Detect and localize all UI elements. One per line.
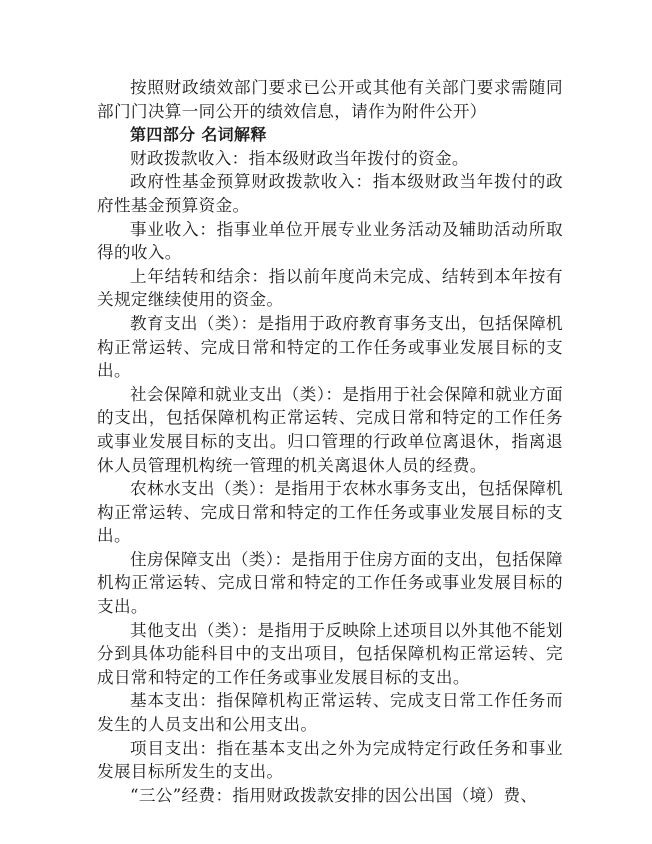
definition-paragraph: 社会保障和就业支出（类）：是指用于社会保障和就业方面的支出，包括保障机构正常运转、完成日常和特定的工作任务或事业发展目标的支出。归口管理的行政单位离退休，指离退休人员管理机构统一管理的机关离退休人员的经费。	[97, 384, 563, 475]
definition-paragraph: 教育支出（类）：是指用于政府教育事务支出，包括保障机构正常运转、完成日常和特定的工作任务或事业发展目标的支出。	[97, 313, 563, 381]
definition-paragraph: “三公”经费：指用财政拨款安排的因公出国（境）费、	[130, 785, 538, 805]
section-title: 第四部分 名词解释	[130, 125, 267, 145]
definition-paragraph: 农林水支出（类）：是指用于农林水事务支出，包括保障机构正常运转、完成日常和特定的工作任务或事业发展目标的支出。	[97, 479, 563, 546]
document-body	[97, 76, 563, 807]
intro-paragraph: 按照财政绩效部门要求已公开或其他有关部门要求需随同部门门决算一同公开的绩效信息，请作为附件公开）	[97, 78, 563, 121]
definition-paragraph: 基本支出：指保障机构正常运转、完成支日常工作任务而发生的人员支出和公用支出。	[97, 691, 563, 735]
definition-paragraph: 财政拨款收入：指本级财政当年拨付的资金。	[130, 148, 469, 168]
definition-paragraph: 上年结转和结余：指以前年度尚未完成、结转到本年按有关规定继续使用的资金。	[97, 266, 563, 310]
definition-paragraph: 政府性基金预算财政拨款收入：指本级财政当年拨付的政府性基金预算资金。	[97, 172, 563, 215]
definition-paragraph: 项目支出：指在基本支出之外为完成特定行政任务和事业发展目标所发生的支出。	[97, 738, 563, 782]
definition-paragraph: 事业收入：指事业单位开展专业业务活动及辅助活动所取得的收入。	[97, 219, 563, 263]
definition-paragraph: 住房保障支出（类）：是指用于住房方面的支出，包括保障机构正常运转、完成日常和特定的工作任务或事业发展目标的支出。	[97, 549, 563, 617]
definition-paragraph: 其他支出（类）：是指用于反映除上述项目以外其他不能划分到具体功能科目中的支出项目，包括保障机构正常运转、完成日常和特定的工作任务或事业发展目标的支出。	[97, 620, 563, 687]
